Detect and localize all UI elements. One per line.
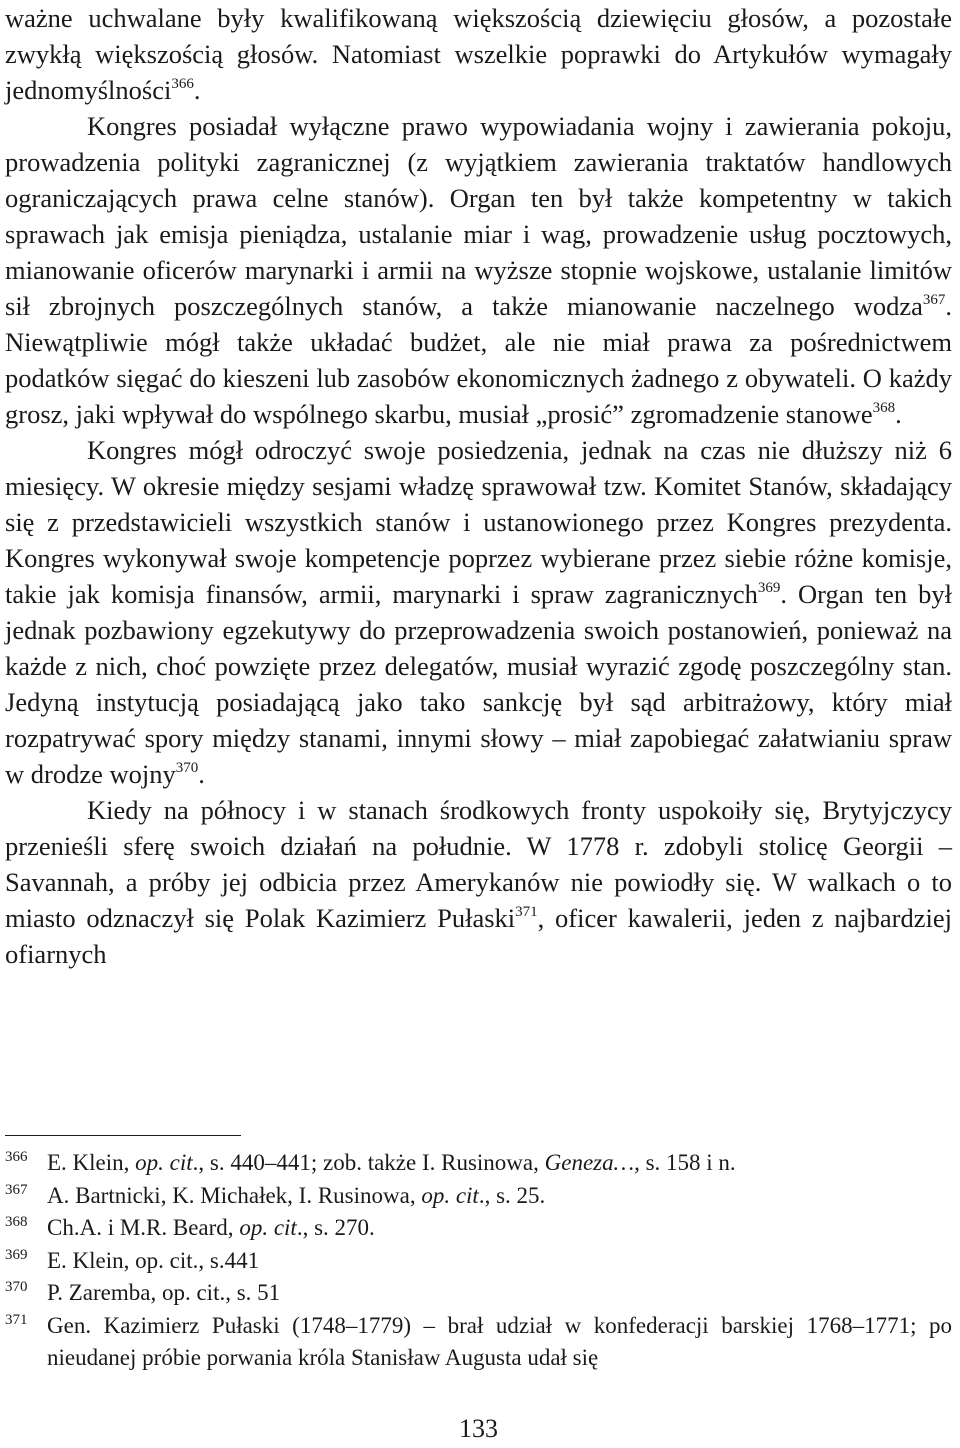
footnote-separator: [5, 1135, 241, 1136]
footnote-text: [47, 1245, 952, 1278]
text-run: ., s. 440–441; zob. także I. Rusinowa,: [192, 1150, 545, 1175]
text-run: , s. 158 i n.: [634, 1150, 736, 1175]
footnote-text: [47, 1310, 952, 1375]
footnote: [5, 1180, 952, 1213]
page-number: 133: [459, 1414, 498, 1443]
footnote: [5, 1212, 952, 1245]
footnote-reference: 369: [757, 580, 781, 596]
text-run: ., s. 25.: [478, 1182, 546, 1208]
text-run: .: [895, 399, 902, 429]
footnote-reference: 367: [922, 292, 946, 308]
footnote-reference: 370: [175, 760, 199, 776]
text-run: Kongres mógł odroczyć swoje posiedzenia, jednak na czas nie dłuższy niż 6 miesięcy. W okresie między sesjami władzę sprawował tzw. Komitet Stanów, składający się z przedstawicieli wszystkich stanów i ustanowionego przez Kongres prezydenta. Kongres wykonywał swoje kompetencje poprzez wybierane przez siebie różne komisje, takie jak komisja finansów, armii, marynarki i spraw zagranicznych: [5, 435, 952, 609]
text-run: Gen. Kazimierz Pułaski (1748–1779) – brał udział w konfederacji barskiej 1768–1771; po nieudanej próbie porwania króla Stanisław Augusta udał się: [47, 1312, 952, 1370]
italic-text: op. cit: [239, 1215, 297, 1240]
text-run: ważne uchwalane były kwalifikowaną większością dziewięciu głosów, a pozostałe zwykłą większością głosów. Natomiast wszelkie poprawki do Artykułów wymagały jednomyślności: [5, 3, 952, 105]
text-run: .: [198, 759, 205, 789]
paragraph: [5, 792, 952, 972]
paragraph: [5, 432, 952, 792]
text-run: , oficer kawalerii, jeden z najbardziej ofiarnych: [5, 903, 952, 969]
footnote: [5, 1245, 952, 1278]
italic-text: Geneza…: [544, 1150, 635, 1175]
main-text: [5, 0, 952, 972]
text-run: E. Klein, op. cit., s.441: [47, 1247, 260, 1273]
footnote-number: 371: [5, 1311, 28, 1328]
footnotes: [5, 1147, 952, 1375]
footnote: [5, 1310, 952, 1375]
text-run: ., s. 270.: [296, 1215, 375, 1240]
footnote: [5, 1277, 952, 1310]
italic-text: op. cit: [135, 1150, 193, 1175]
footnote-reference: 366: [171, 76, 194, 92]
text-run: Ch.A. i M.R. Beard,: [47, 1215, 240, 1240]
text-run: P. Zaremba, op. cit., s. 51: [47, 1280, 281, 1305]
footnote-number: 370: [5, 1279, 28, 1295]
footnote: [5, 1147, 952, 1180]
footnote-reference: 368: [872, 400, 896, 416]
paragraph: [5, 108, 952, 432]
footnote-text: [47, 1180, 952, 1213]
text-run: Kongres posiadał wyłączne prawo wypowiadania wojny i zawierania pokoju, prowadzenia polityki zagranicznej (z wyjątkiem zawierania traktatów handlowych ograniczających prawa celne stanów). Organ ten był także kompetentny w takich sprawach jak emisja pieniądza, ustalanie miar i wag, prowadzenie usług pocztowych, mianowanie oficerów marynarki i armii na wyższe stopnie wojskowe, ustalanie limitów sił zbrojnych poszczególnych stanów, a także mianowanie naczelnego wodza: [5, 111, 952, 321]
text-run: .: [193, 75, 201, 105]
text-run: A. Bartnicki, K. Michałek, I. Rusinowa,: [47, 1182, 422, 1208]
footnote-number: 366: [5, 1149, 28, 1165]
footnote-text: [47, 1277, 952, 1310]
text-run: . Niewątpliwie mógł także układać budżet, ale nie miał prawa za pośrednictwem podatków sięgać do kieszeni lub zasobów ekonomicznych żadnego z obywateli. O każdy grosz, jaki wpływał do wspólnego skarbu, musiał „prosić” zgromadzenie stanowe: [5, 291, 952, 429]
italic-text: op. cit: [421, 1182, 479, 1208]
footnote-number: 367: [5, 1181, 28, 1198]
paragraph: [5, 0, 952, 108]
footnote-number: 368: [5, 1214, 28, 1230]
footnote-number: 369: [5, 1246, 28, 1263]
text-run: E. Klein,: [47, 1150, 136, 1175]
text-run: . Organ ten był jednak pozbawiony egzekutywy do przeprowadzenia swoich postanowień, ponieważ na każde z nich, choć powzięte przez delegatów, musiał wyrazić zgodę poszczególny stan. Jedyną instytucją posiadającą jako tako sankcję był sąd arbitrażowy, który miał rozpatrywać spory między stanami, innymi słowy – miał zapobiegać załatwianiu spraw w drodze wojny: [5, 579, 952, 789]
text-run: Kiedy na północy i w stanach środkowych fronty uspokoiły się, Brytyjczycy przenieśli sferę swoich działań na południe. W 1778 r. zdobyli stolicę Georgii – Savannah, a próby jej odbicia przez Amerykanów nie powiodły się. W walkach o to miasto odznaczył się Polak Kazimierz Pułaski: [5, 795, 952, 933]
document-page: [5, 0, 952, 1443]
footnote-reference: 371: [515, 904, 538, 920]
footnote-text: [47, 1212, 952, 1245]
footnote-text: [47, 1147, 952, 1180]
